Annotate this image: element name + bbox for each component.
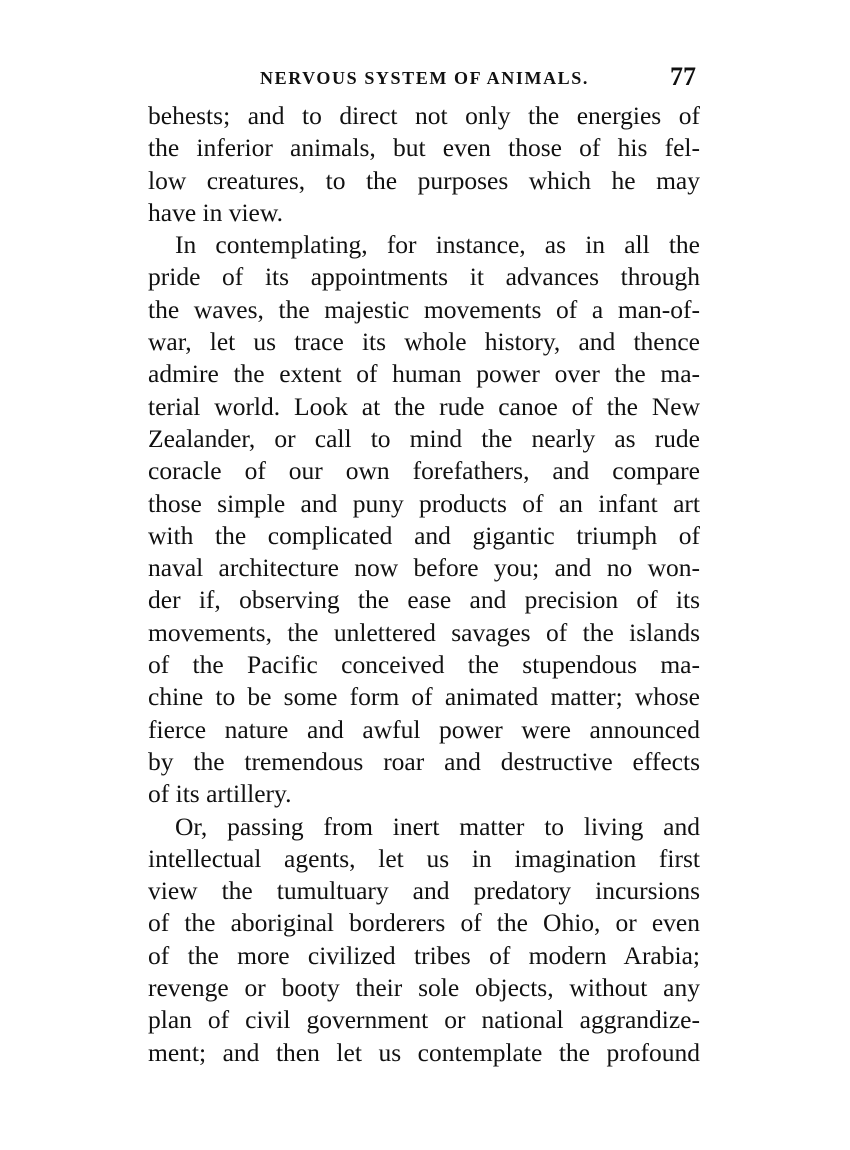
text-line: war, let us trace its whole history, and thence <box>148 327 700 357</box>
text-line: behests; and to direct not only the energies of <box>148 101 700 130</box>
running-title: NERVOUS SYSTEM OF ANIMALS. <box>260 68 589 88</box>
text-line: naval architecture now before you; and no won- <box>148 553 700 583</box>
text-line: the waves, the majestic movements of a man-of- <box>148 294 700 324</box>
text-line: plan of civil government or national aggrandize- <box>148 1005 700 1035</box>
page-number: 77 <box>670 62 696 91</box>
text-line: fierce nature and awful power were announced <box>148 714 700 744</box>
text-line: have in view. <box>148 197 284 227</box>
text-line: In contemplating, for instance, as in all the <box>175 230 700 260</box>
text-line: coracle of our own forefathers, and compare <box>148 456 700 486</box>
text-line: with the complicated and gigantic triumph of <box>148 520 700 550</box>
text-line: view the tumultuary and predatory incursions <box>148 876 700 906</box>
text-line: terial world. Look at the rude canoe of the New <box>148 391 700 421</box>
text-line: intellectual agents, let us in imagination first <box>148 843 700 873</box>
text-line: of the more civilized tribes of modern Arabia; <box>148 940 700 970</box>
text-line: the inferior animals, but even those of his fel- <box>148 133 700 163</box>
text-line: admire the extent of human power over the ma- <box>148 359 700 389</box>
text-line: pride of its appointments it advances through <box>148 262 700 292</box>
text-line: ment; and then let us contemplate the profound <box>148 1037 700 1067</box>
book-page <box>148 60 700 1069</box>
text-line: revenge or booty their sole objects, without any <box>148 973 700 1003</box>
body-text <box>148 100 700 1069</box>
text-line: low creatures, to the purposes which he may <box>148 165 700 195</box>
text-line: by the tremendous roar and destructive effects <box>148 746 700 776</box>
text-line: of its artillery. <box>148 779 292 809</box>
text-line: of the aboriginal borderers of the Ohio, or even <box>148 908 700 938</box>
text-line: der if, observing the ease and precision of its <box>148 585 700 615</box>
text-line: Or, passing from inert matter to living and <box>175 811 700 841</box>
text-line: Zealander, or call to mind the nearly as rude <box>148 423 700 453</box>
text-line: movements, the unlettered savages of the islands <box>148 617 700 647</box>
text-line: of the Pacific conceived the stupendous ma- <box>148 650 700 680</box>
text-line: those simple and puny products of an infant art <box>148 488 700 518</box>
text-line: chine to be some form of animated matter; whose <box>148 682 700 712</box>
running-head <box>148 60 700 100</box>
